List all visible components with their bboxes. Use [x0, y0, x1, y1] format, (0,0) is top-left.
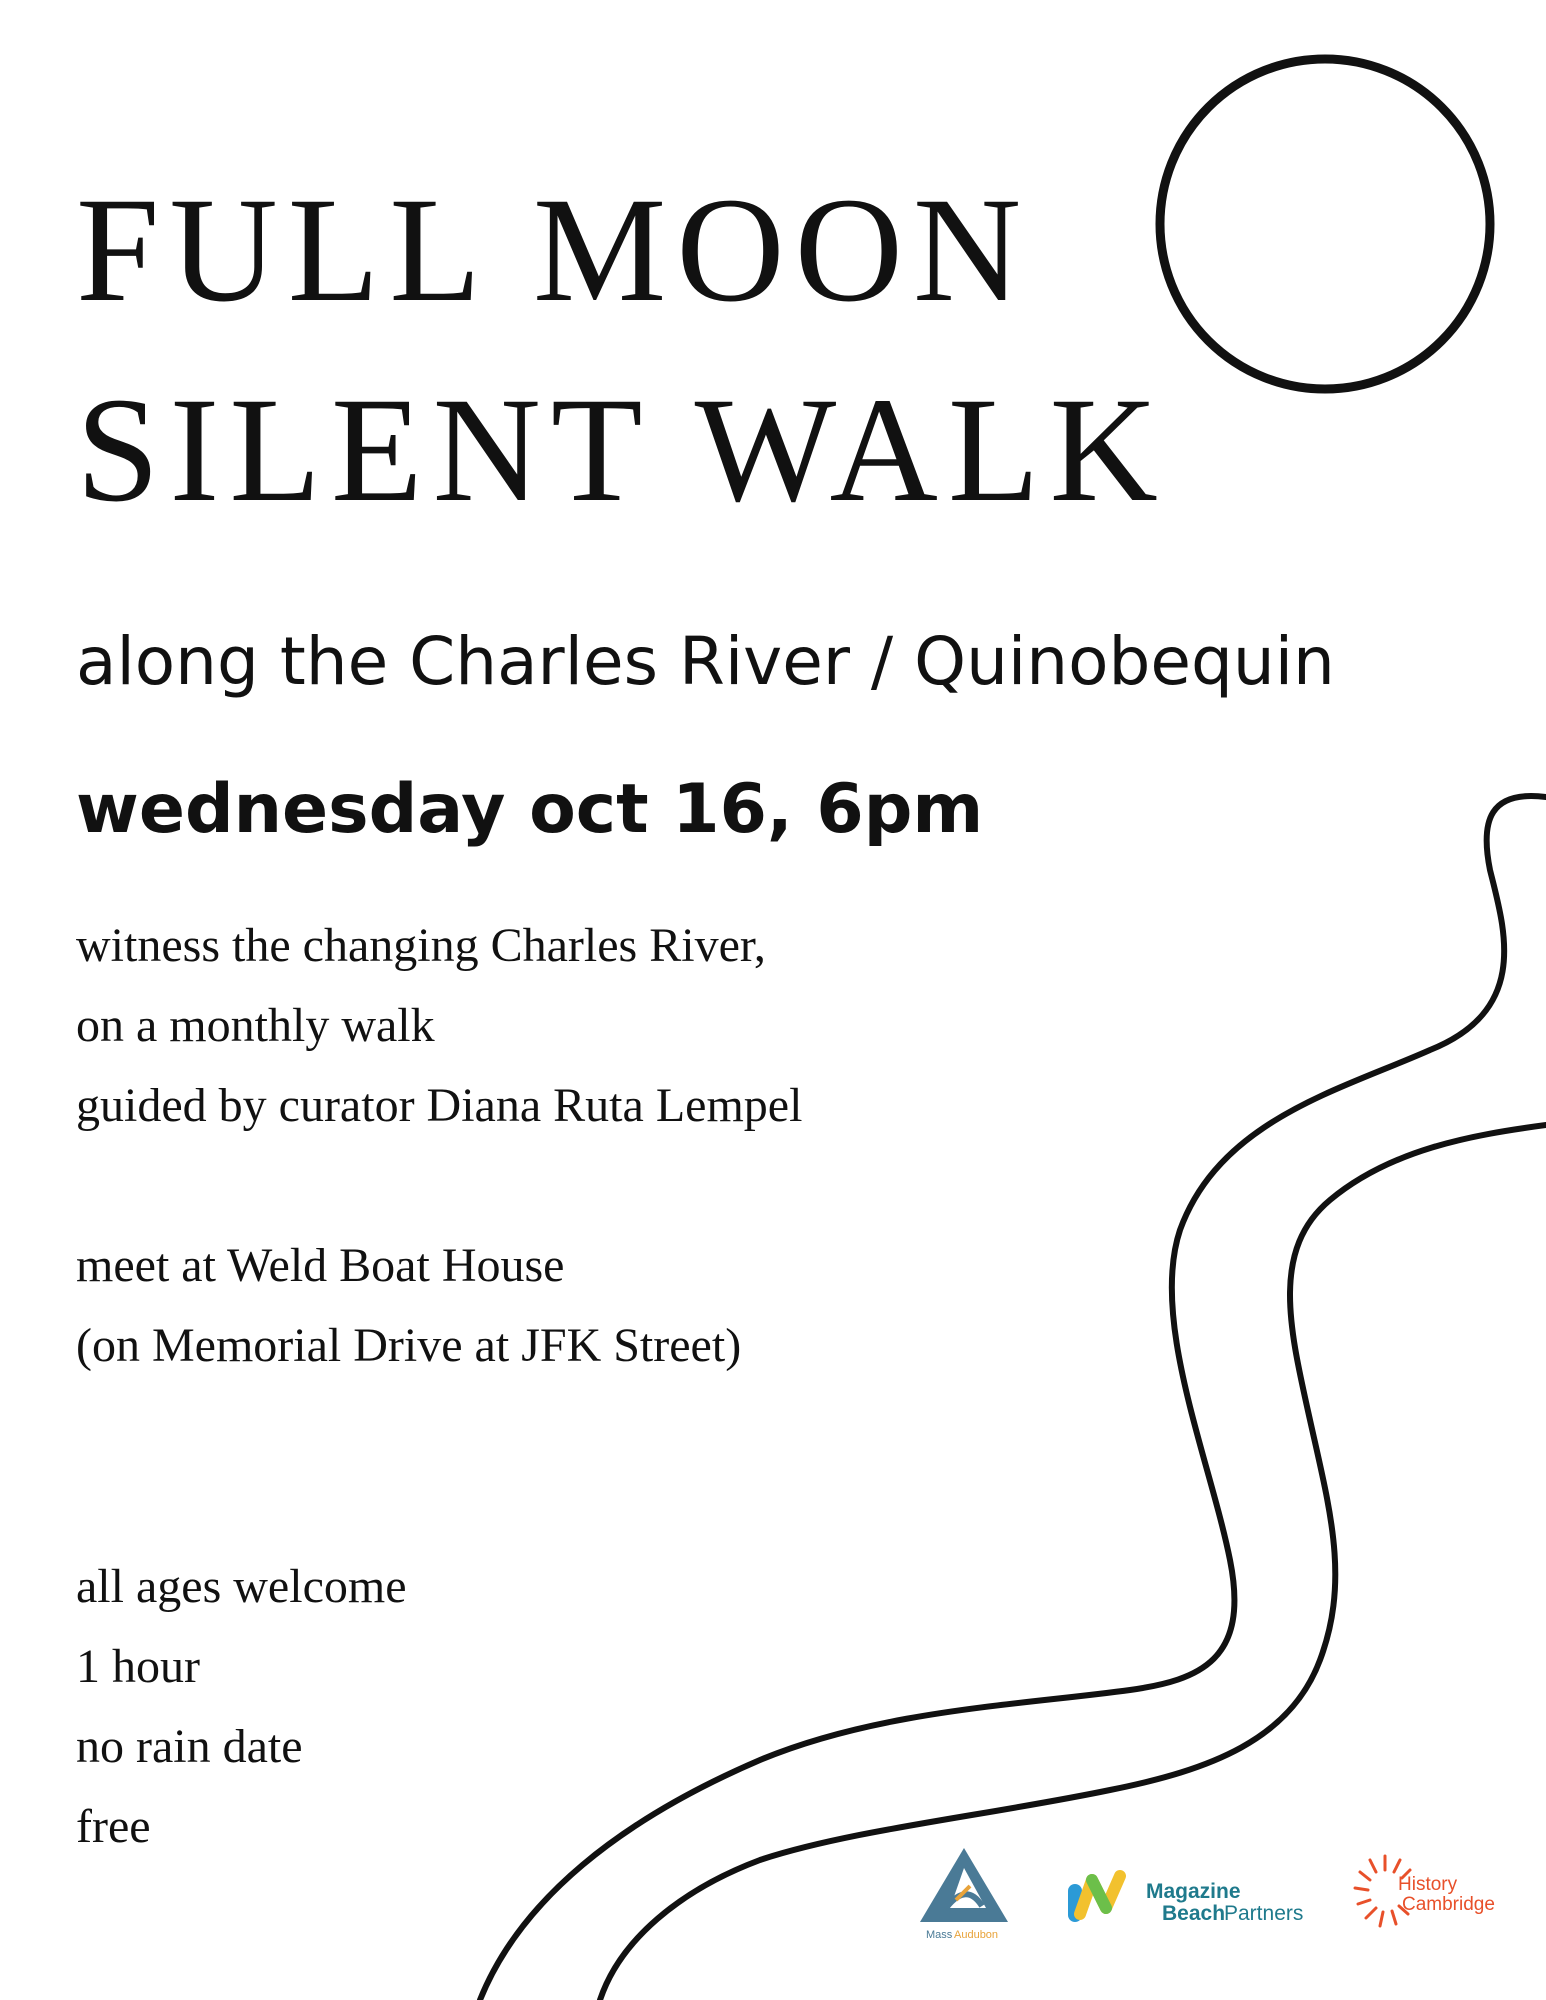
detail-line: free	[76, 1800, 151, 1853]
detail-line: all ages welcome	[76, 1560, 407, 1613]
magazine-beach-partners-logo	[1066, 1862, 1336, 1932]
meeting-location	[76, 1226, 741, 1386]
description-line: witness the changing Charles River,	[76, 919, 766, 972]
hc-word-cambridge: Cambridge	[1402, 1894, 1495, 1915]
mass-audubon-word-audubon: Audubon	[954, 1929, 999, 1941]
detail-line: 1 hour	[76, 1640, 200, 1693]
mbp-word-partners: Partners	[1224, 1902, 1304, 1925]
event-details	[76, 1547, 407, 1867]
meeting-line: meet at Weld Boat House	[76, 1239, 565, 1292]
mbp-word-beach: Beach	[1162, 1902, 1226, 1925]
detail-line: no rain date	[76, 1720, 303, 1773]
meeting-line: (on Memorial Drive at JFK Street)	[76, 1319, 742, 1372]
event-date: wednesday oct 16, 6pm	[76, 770, 984, 849]
event-description	[76, 906, 802, 1146]
mass-audubon-logo	[916, 1846, 1012, 1942]
mass-audubon-word-mass: Mass	[926, 1929, 953, 1941]
description-line: guided by curator Diana Ruta Lempel	[76, 1079, 803, 1132]
description-line: on a monthly walk	[76, 999, 435, 1052]
title-line-1: FULL MOON	[76, 167, 1032, 333]
history-cambridge-logo	[1350, 1848, 1520, 1938]
event-subtitle: along the Charles River / Quinobequin	[76, 623, 1335, 700]
hc-word-history: History	[1398, 1874, 1458, 1895]
title-line-2: SILENT WALK	[76, 367, 1168, 533]
mbp-word-magazine: Magazine	[1146, 1880, 1241, 1903]
